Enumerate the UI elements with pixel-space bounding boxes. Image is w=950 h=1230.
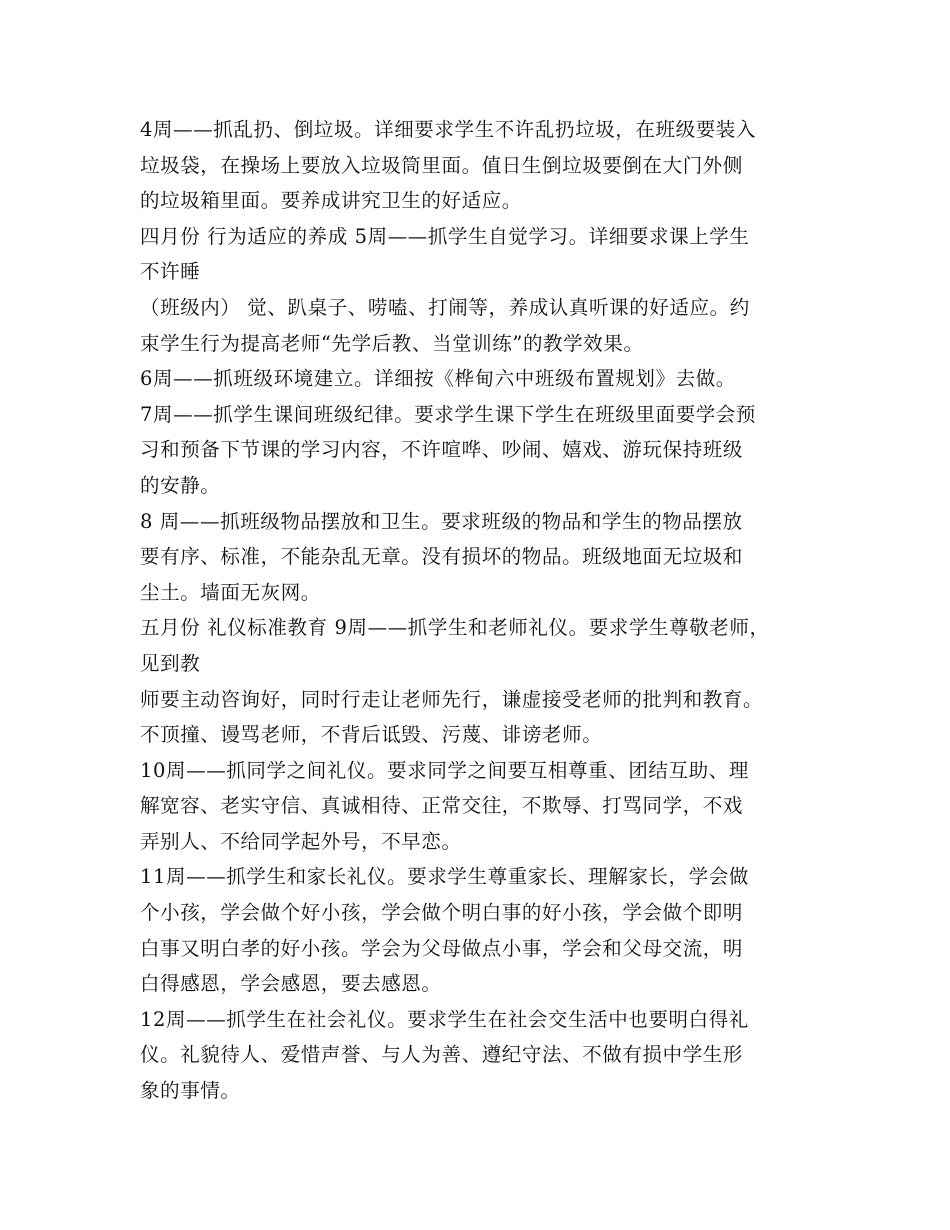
text-line: 白得感恩，学会感恩，要去感恩。 [140,972,442,996]
text-line: 11周——抓学生和家长礼仪。要求学生尊重家长、理解家长，学会做 [140,865,749,889]
text-line: 白事又明白孝的好小孩。学会为父母做点小事，学会和父母交流，明 [140,936,744,960]
text-line: 7周——抓学生课间班级纪律。要求学生课下学生在班级里面要学会预 [140,402,757,426]
text-line: 弄别人、不给同学起外号，不早恋。 [140,829,462,853]
text-line: 垃圾袋，在操场上要放入垃圾筒里面。值日生倒垃圾要倒在大门外侧 [140,153,744,177]
text-line: 束学生行为提高老师“先学后教、当堂训练”的教学效果。 [140,331,644,355]
text-line: 四月份 行为适应的养成 5周——抓学生自觉学习。详细要求课上学生 [140,224,750,248]
text-line: 要有序、标准，不能杂乱无章。没有损坏的物品。班级地面无垃圾和 [140,545,744,569]
text-line: 不顶撞、谩骂老师，不背后诋毁、污蔑、诽谤老师。 [140,723,603,747]
text-line: 不许睡 [140,260,201,284]
text-line: 五月份 礼仪标准教育 9周——抓学生和老师礼仪。要求学生尊敬老师， [140,616,770,640]
text-line: 解宽容、老实守信、真诚相待、正常交往，不欺辱、打骂同学，不戏 [140,794,744,818]
text-line: 见到教 [140,651,201,675]
text-line: 4周——抓乱扔、倒垃圾。详细要求学生不许乱扔垃圾，在班级要装入 [140,118,757,141]
text-line: 师要主动咨询好，同时行走让老师先行，谦虚接受老师的批判和教育。 [140,687,764,711]
text-line: 习和预备下节课的学习内容，不许喧哗、吵闹、嬉戏、游玩保持班级 [140,438,744,462]
document-body [140,112,830,1109]
text-line: 10周——抓同学之间礼仪。要求同学之间要互相尊重、团结互助、理 [140,758,749,782]
text-line: 8 周——抓班级物品摆放和卫生。要求班级的物品和学生的物品摆放 [140,509,743,533]
text-line: 12周——抓学生在社会礼仪。要求学生在社会交生活中也要明白得礼 [140,1007,749,1031]
text-line: 的安静。 [140,473,221,497]
text-line: 个小孩，学会做个好小孩，学会做个明白事的好小孩，学会做个即明 [140,901,744,925]
text-line: （班级内） 觉、趴桌子、唠嗑、打闹等，养成认真听课的好适应。约 [140,295,750,319]
text-line: 尘土。墙面无灰网。 [140,580,321,604]
text-line: 的垃圾箱里面。要养成讲究卫生的好适应。 [140,189,522,213]
text-line: 仪。礼貌待人、爱惜声誉、与人为善、遵纪守法、不做有损中学生形 [140,1043,744,1067]
text-line: 象的事情。 [140,1079,241,1103]
text-line: 6周——抓班级环境建立。详细按《桦甸六中班级布置规划》去做。 [140,367,736,391]
